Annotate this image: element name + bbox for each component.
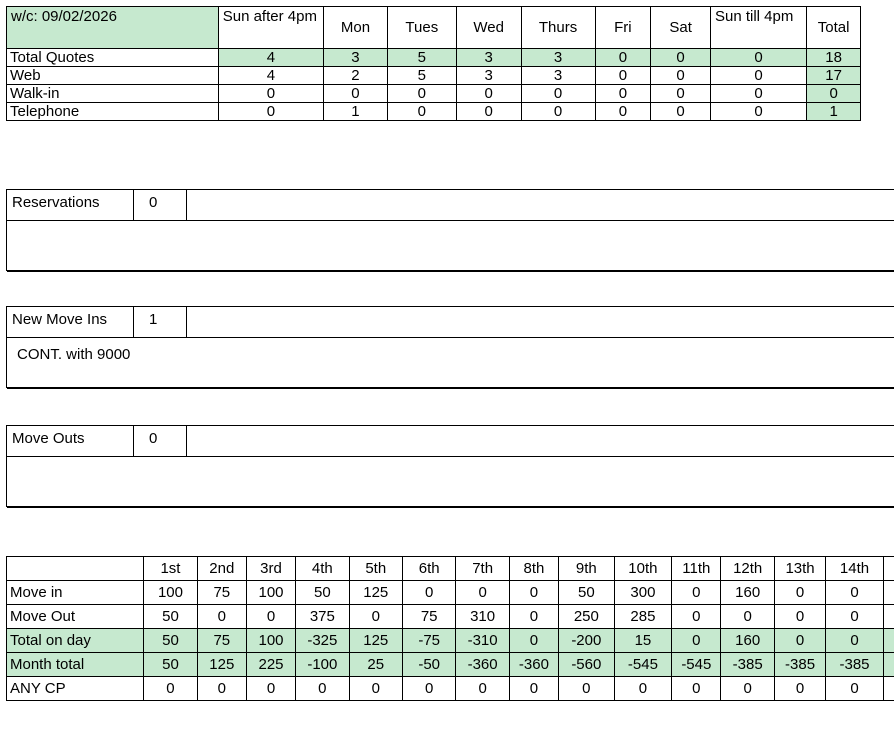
cell: -385 (721, 653, 774, 677)
move-outs-notes[interactable] (7, 456, 894, 506)
cell: 0 (672, 629, 721, 653)
cell: 0 (672, 605, 721, 629)
cell: 160 (721, 581, 774, 605)
cell: -385 (774, 653, 825, 677)
row-label: ANY CP (7, 677, 144, 701)
cell: 0 (651, 85, 711, 103)
reservations-bottom-border (7, 270, 894, 272)
cell: 0 (456, 677, 509, 701)
cell: -545 (672, 653, 721, 677)
monthly-row-month-total (7, 653, 894, 677)
col-day-7: 7th (456, 557, 509, 581)
overflow-cell (883, 605, 894, 629)
cell: 0 (349, 605, 402, 629)
move-ins-header (7, 307, 894, 337)
reservations-count[interactable]: 0 (134, 190, 187, 220)
cell: 100 (246, 581, 295, 605)
col-day-1: 1st (144, 557, 197, 581)
week-commencing-cell: w/c: 09/02/2026 (7, 7, 219, 49)
cell: 0 (246, 605, 295, 629)
cell: 5 (387, 67, 456, 85)
cell: 50 (144, 605, 197, 629)
cell: 0 (296, 677, 349, 701)
cell: 0 (509, 677, 558, 701)
move-ins-bottom-border (7, 387, 894, 389)
weekly-quotes-table (6, 6, 861, 121)
cell: 75 (197, 581, 246, 605)
cell: 0 (774, 581, 825, 605)
cell: 5 (387, 49, 456, 67)
reservations-label: Reservations (7, 190, 134, 220)
move-ins-label: New Move Ins (7, 307, 134, 337)
weekly-row-walk-in (7, 85, 861, 103)
cell: -75 (402, 629, 455, 653)
col-thurs: Thurs (521, 7, 595, 49)
cell: 0 (614, 677, 672, 701)
move-outs-label: Move Outs (7, 426, 134, 456)
cell: 0 (197, 677, 246, 701)
cell: 0 (246, 677, 295, 701)
cell: 0 (721, 677, 774, 701)
cell: 2 (324, 67, 388, 85)
cell: 50 (296, 581, 349, 605)
total-cell: 18 (807, 49, 861, 67)
row-label: Move in (7, 581, 144, 605)
reservations-header (7, 190, 894, 220)
col-day-4: 4th (296, 557, 349, 581)
row-label: Total on day (7, 629, 144, 653)
col-sun-till-4pm: Sun till 4pm (710, 7, 806, 49)
col-day-3: 3rd (246, 557, 295, 581)
col-overflow (883, 557, 894, 581)
cell: 0 (509, 581, 558, 605)
cell: 0 (651, 103, 711, 121)
monthly-row-move-out (7, 605, 894, 629)
header-blank-cell (7, 557, 144, 581)
cell: 0 (826, 605, 884, 629)
cell: -325 (296, 629, 349, 653)
cell: 3 (521, 67, 595, 85)
total-cell: 1 (807, 103, 861, 121)
cell: 3 (521, 49, 595, 67)
cell: 0 (387, 85, 456, 103)
cell: -560 (559, 653, 615, 677)
cell: 125 (349, 581, 402, 605)
cell: 0 (595, 103, 651, 121)
col-day-11: 11th (672, 557, 721, 581)
cell: 3 (456, 67, 521, 85)
cell: 0 (197, 605, 246, 629)
cell: 0 (456, 85, 521, 103)
col-fri: Fri (595, 7, 651, 49)
overflow-cell (883, 629, 894, 653)
cell: -100 (296, 653, 349, 677)
col-total: Total (807, 7, 861, 49)
total-cell: 17 (807, 67, 861, 85)
cell: 0 (651, 49, 711, 67)
cell: 225 (246, 653, 295, 677)
cell: 0 (521, 103, 595, 121)
cell: -545 (614, 653, 672, 677)
cell: 250 (559, 605, 615, 629)
cell: -360 (456, 653, 509, 677)
cell: -385 (826, 653, 884, 677)
move-outs-header (7, 426, 894, 456)
cell: 0 (710, 49, 806, 67)
cell: 160 (721, 629, 774, 653)
cell: 0 (710, 85, 806, 103)
row-label: Month total (7, 653, 144, 677)
overflow-cell (883, 581, 894, 605)
row-label: Move Out (7, 605, 144, 629)
cell: 50 (144, 653, 197, 677)
cell: 75 (197, 629, 246, 653)
cell: 3 (324, 49, 388, 67)
total-cell: 0 (807, 85, 861, 103)
cell: -360 (509, 653, 558, 677)
cell: 310 (456, 605, 509, 629)
col-day-6: 6th (402, 557, 455, 581)
cell: 0 (826, 629, 884, 653)
cell: 25 (349, 653, 402, 677)
cell: 0 (774, 677, 825, 701)
col-tues: Tues (387, 7, 456, 49)
cell: 0 (521, 85, 595, 103)
cell: 0 (595, 85, 651, 103)
cell: 4 (218, 67, 323, 85)
col-day-8: 8th (509, 557, 558, 581)
cell: 100 (246, 629, 295, 653)
cell: 0 (218, 85, 323, 103)
cell: 15 (614, 629, 672, 653)
monthly-movement-table (6, 556, 894, 701)
move-outs-bottom-border (7, 506, 894, 508)
move-outs-box (6, 425, 894, 507)
row-label: Total Quotes (7, 49, 219, 67)
cell: -310 (456, 629, 509, 653)
col-day-14: 14th (826, 557, 884, 581)
monthly-row-any-cp (7, 677, 894, 701)
monthly-row-total-on-day (7, 629, 894, 653)
col-wed: Wed (456, 7, 521, 49)
move-ins-box (6, 306, 894, 388)
cell: 0 (774, 605, 825, 629)
cell: 0 (456, 103, 521, 121)
cell: 0 (672, 677, 721, 701)
overflow-cell (883, 653, 894, 677)
reservations-box (6, 189, 894, 271)
cell: 125 (197, 653, 246, 677)
col-day-13: 13th (774, 557, 825, 581)
cell: 50 (559, 581, 615, 605)
cell: 0 (651, 67, 711, 85)
cell: 75 (402, 605, 455, 629)
cell: 0 (509, 629, 558, 653)
col-day-12: 12th (721, 557, 774, 581)
cell: 0 (402, 677, 455, 701)
col-day-10: 10th (614, 557, 672, 581)
cell: -200 (559, 629, 615, 653)
cell: 0 (826, 677, 884, 701)
cell: 3 (456, 49, 521, 67)
cell: 0 (324, 85, 388, 103)
weekly-header-row (7, 7, 861, 49)
overflow-cell (883, 677, 894, 701)
cell: 0 (595, 49, 651, 67)
cell: 0 (144, 677, 197, 701)
cell: 100 (144, 581, 197, 605)
cell: 0 (218, 103, 323, 121)
cell: 0 (672, 581, 721, 605)
col-sun-after-4pm: Sun after 4pm (218, 7, 323, 49)
cell: 0 (774, 629, 825, 653)
col-mon: Mon (324, 7, 388, 49)
monthly-header-row (7, 557, 894, 581)
cell: 0 (710, 67, 806, 85)
col-day-9: 9th (559, 557, 615, 581)
monthly-row-move-in (7, 581, 894, 605)
col-sat: Sat (651, 7, 711, 49)
weekly-row-total-quotes (7, 49, 861, 67)
cell: 0 (387, 103, 456, 121)
row-label: Telephone (7, 103, 219, 121)
cell: -50 (402, 653, 455, 677)
weekly-row-telephone (7, 103, 861, 121)
cell: 4 (218, 49, 323, 67)
move-ins-count[interactable]: 1 (134, 307, 187, 337)
cell: 50 (144, 629, 197, 653)
cell: 0 (826, 581, 884, 605)
cell: 0 (402, 581, 455, 605)
cell: 0 (349, 677, 402, 701)
cell: 1 (324, 103, 388, 121)
row-label: Walk-in (7, 85, 219, 103)
cell: 0 (559, 677, 615, 701)
move-ins-notes[interactable]: CONT. with 9000 (7, 337, 894, 387)
cell: 0 (456, 581, 509, 605)
cell: 125 (349, 629, 402, 653)
cell: 0 (509, 605, 558, 629)
col-day-5: 5th (349, 557, 402, 581)
cell: 0 (595, 67, 651, 85)
cell: 285 (614, 605, 672, 629)
move-outs-count[interactable]: 0 (134, 426, 187, 456)
weekly-row-web (7, 67, 861, 85)
cell: 0 (721, 605, 774, 629)
col-day-2: 2nd (197, 557, 246, 581)
reservations-notes[interactable] (7, 220, 894, 270)
row-label: Web (7, 67, 219, 85)
cell: 0 (710, 103, 806, 121)
cell: 375 (296, 605, 349, 629)
cell: 300 (614, 581, 672, 605)
